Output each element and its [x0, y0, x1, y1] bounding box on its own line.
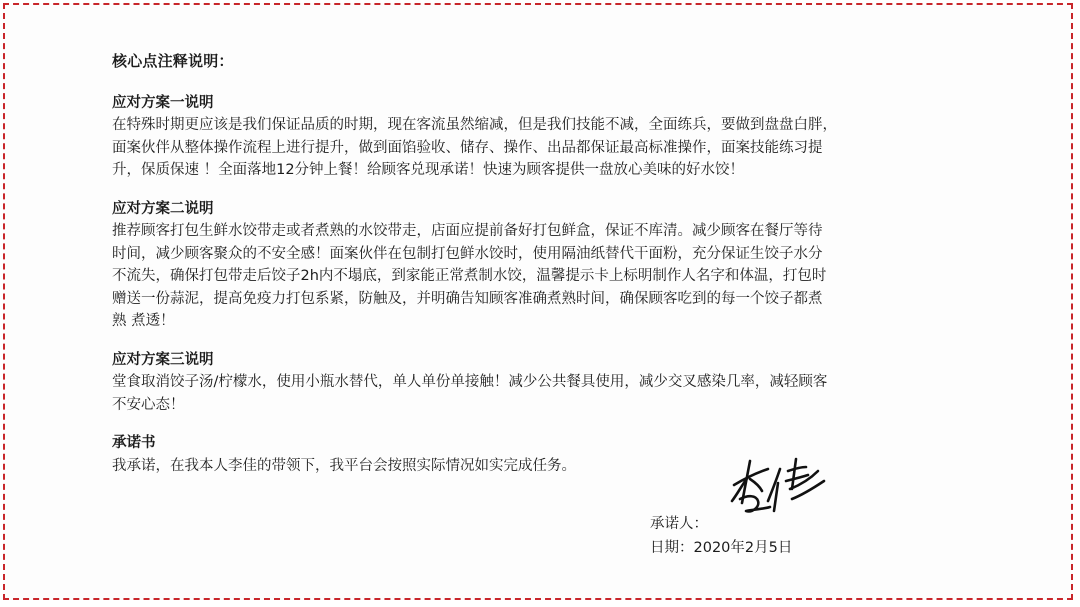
pledge-text: 我承诺，在我本人李佳的带领下，我平台会按照实际情况如实完成任务。: [112, 457, 576, 474]
text-line: 在特殊时期更应该是我们保证品质的时期，现在客流虽然缩减，但是我们技能不减，全面练兵，要做到盘盘白胖，: [112, 117, 837, 133]
signer-label: 承诺人：: [650, 516, 708, 532]
text-line: 不安心态！: [112, 396, 185, 413]
text-line: 面案伙伴从整体操作流程上进行提升，做到面馅验收、储存、操作、出品都保证最高标准操作，面案技能练习提: [112, 139, 823, 156]
text-line: 赠送一份蒜泥，提高免疫力打包系紧，防触及，并明确告知顾客准确煮熟时间，确保顾客吃到的每一个饺子都煮: [112, 290, 823, 307]
section-heading: 应对方案一说明: [112, 94, 214, 111]
document-title: 核心点注释说明：: [112, 52, 234, 70]
text-line: 时间，减少顾客聚众的不安全感！面案伙伴在包制打包鲜水饺时，使用隔油纸替代干面粉，充分保证生饺子水分: [112, 245, 823, 262]
text-line: 推荐顾客打包生鲜水饺带走或者煮熟的水饺带走，店面应提前备好打包鲜盒，保证不库清。减少顾客在餐厅等待: [112, 223, 823, 239]
pledge-section: [112, 432, 962, 477]
section-plan-2: [112, 198, 962, 333]
document-body: [112, 50, 962, 477]
text-line: 不流失，确保打包带走后饺子2h内不塌底，到家能正常煮制水饺，温馨提示卡上标明制作人名字和体温，打包时: [112, 268, 827, 284]
text-line: 堂食取消饺子汤/柠檬水，使用小瓶水替代，单人单份单接触！减少公共餐具使用，减少交叉感染几率，减轻顾客: [112, 374, 828, 390]
pledge-heading: 承诺书: [112, 435, 156, 451]
section-heading: 应对方案三说明: [112, 351, 214, 368]
section-plan-3: [112, 349, 962, 417]
text-line: 升，保质保速 ！全面落地12分钟上餐！给顾客兑现承诺！快速为顾客提供一盘放心美味的好水饺！: [112, 162, 745, 178]
section-text: [112, 371, 962, 416]
sign-date: 日期：2020年2月5日: [650, 540, 793, 556]
section-plan-1: [112, 92, 962, 182]
handwritten-signature: [728, 455, 828, 517]
section-text: [112, 114, 962, 182]
text-line: 熟 煮透！: [112, 313, 175, 329]
section-heading: 应对方案二说明: [112, 200, 214, 217]
section-text: [112, 220, 962, 333]
signer-block: [650, 512, 792, 560]
